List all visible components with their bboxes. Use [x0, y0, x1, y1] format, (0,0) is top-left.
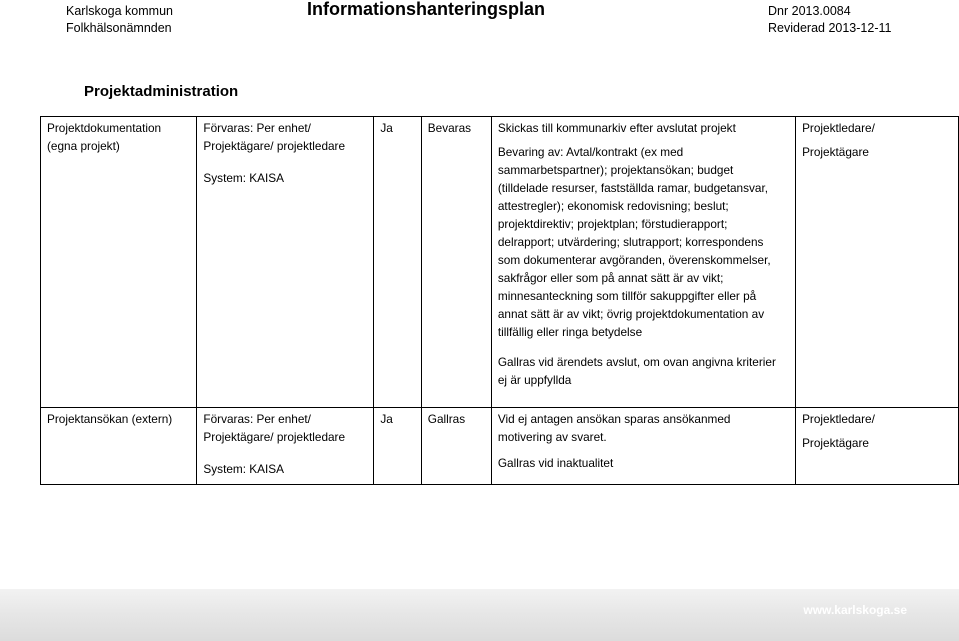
document-name-cell: [41, 117, 197, 408]
document-name: Projektansökan (extern): [47, 412, 173, 426]
header-dept: Folkhälsonämnden: [66, 21, 172, 35]
note-disposal: Gallras vid inaktualitet: [497, 456, 614, 470]
note-retention-list: Bevaring av: Avtal/kontrakt (ex med sammarbetspartner); projektansökan; budget (tilldelade resurser, fastställda ramar, budgetansvar, attestregler); ekonomisk redovisning; beslut; projektdirektiv; projektplan; förstudierapport; delrapport; utvärdering; slutrapport; korrespondens som dokumenterar avgöranden, överenskommelser, sakfrågor eller som på annat sätt är av vikt; minnesanteckning som tillför sakuppgifter eller på annat sätt är av vikt; övrig projektdokumentation av tillfällig eller ringa betydelse: [497, 145, 771, 339]
responsible-cell: [796, 408, 959, 485]
document-title: Informationshanteringsplan: [307, 0, 546, 19]
action-cell: [421, 117, 491, 408]
header-doc-number: Dnr 2013.0084: [768, 4, 851, 18]
footer-bar: [0, 589, 959, 641]
storage-line: Förvaras: Per enhet/: [203, 412, 311, 426]
document-name: Projektdokumentation (egna projekt): [47, 121, 162, 153]
section-title: Projektadministration: [84, 83, 239, 100]
header-left: [66, 3, 173, 37]
responsible-owner: Projektägare: [802, 436, 869, 450]
document-name-cell: [41, 408, 197, 485]
table-row: [41, 408, 959, 485]
document-table: [40, 116, 959, 485]
responsible-line: Projektledare/: [802, 121, 875, 135]
header-org: Karlskoga kommun: [66, 4, 173, 18]
note-disposal: Gallras vid ärendets avslut, om ovan angivna kriterier ej är uppfyllda: [497, 355, 776, 387]
registration-cell: [374, 117, 421, 408]
registration-value: Ja: [380, 121, 393, 135]
registration-cell: [374, 408, 421, 485]
storage-owner: Projektägare/ projektledare: [203, 430, 346, 444]
storage-cell: [197, 117, 374, 408]
responsible-cell: [796, 117, 959, 408]
storage-cell: [197, 408, 374, 485]
system-name: System: KAISA: [203, 171, 285, 185]
footer-url-link[interactable]: www.karlskoga.se: [803, 603, 907, 617]
action-value: Bevaras: [427, 121, 472, 135]
storage-owner: Projektägare/ projektledare: [203, 139, 346, 153]
notes-cell: [491, 408, 795, 485]
note-rejected-application: Vid ej antagen ansökan sparas ansökanmed motivering av svaret.: [497, 412, 731, 444]
header-revised: Reviderad 2013-12-11: [768, 21, 892, 35]
responsible-line: Projektledare/: [802, 412, 875, 426]
action-value: Gallras: [427, 412, 466, 426]
storage-line: Förvaras: Per enhet/: [203, 121, 311, 135]
registration-value: Ja: [380, 412, 393, 426]
responsible-owner: Projektägare: [802, 145, 869, 159]
table-row: [41, 117, 959, 408]
notes-cell: [491, 117, 795, 408]
system-name: System: KAISA: [203, 462, 285, 476]
header-right: [768, 3, 891, 37]
action-cell: [421, 408, 491, 485]
note-archive: Skickas till kommunarkiv efter avslutat projekt: [497, 121, 736, 135]
